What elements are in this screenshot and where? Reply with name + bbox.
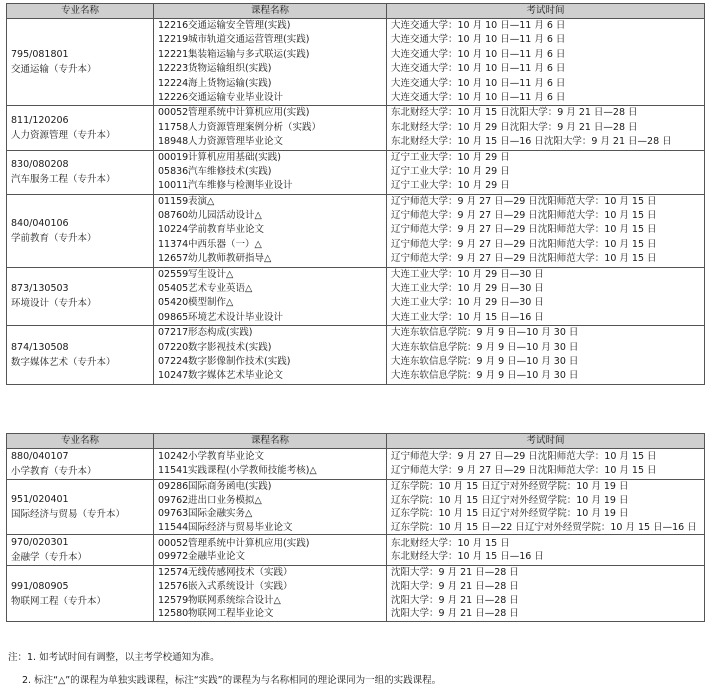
course-cell [154, 326, 387, 385]
course-code: 10247 [158, 370, 189, 382]
major-name: 数字媒体艺术（专升本） [11, 356, 116, 368]
table-row [7, 566, 705, 621]
course-name: 数字影视技术(实践) [188, 341, 272, 353]
major-code: 873/130503 [11, 283, 69, 295]
exam-time: 辽宁师范大学：9 月 27 日—29 日沈阳师范大学：10 月 15 日 [391, 238, 657, 250]
course-code: 00052 [158, 107, 189, 119]
major-name: 人力资源管理（专升本） [11, 129, 116, 141]
course-name: 环境艺术设计毕业设计 [188, 311, 284, 323]
exam-time: 大连交通大学：10 月 10 日—11 月 6 日 [391, 48, 566, 60]
course-line [158, 268, 384, 282]
course-line [158, 311, 384, 325]
major-group [7, 480, 705, 535]
course-cell [154, 19, 387, 106]
table-row [7, 326, 705, 385]
exam-time: 大连交通大学：10 月 10 日—11 月 6 日 [391, 91, 566, 103]
exam-time: 辽宁工业大学：10 月 29 日 [391, 180, 510, 192]
major-code: 840/040106 [11, 217, 69, 229]
major-code: 830/080208 [11, 159, 69, 171]
major-group [7, 267, 705, 326]
exam-time: 大连东软信息学院：9 月 9 日—10 月 30 日 [391, 355, 579, 367]
exam-time-cell [387, 535, 705, 566]
exam-time: 大连交通大学：10 月 10 日—11 月 6 日 [391, 77, 566, 89]
exam-time: 东北财经大学：10 月 15 日沈阳大学：9 月 21 日—28 日 [391, 107, 638, 119]
course-code: 12219 [158, 34, 189, 46]
course-line [158, 48, 384, 62]
exam-time: 辽东学院：10 月 15 日辽宁对外经贸学院：10 月 19 日 [391, 508, 629, 520]
course-code: 00052 [158, 537, 189, 549]
course-code: 05420 [158, 297, 189, 309]
exam-time: 辽东学院：10 月 15 日—22 日辽宁对外经贸学院：10 月 15 日—16 日 [391, 521, 697, 533]
course-code: 12223 [158, 63, 189, 75]
exam-time: 大连交通大学：10 月 10 日—11 月 6 日 [391, 34, 566, 46]
course-name: 数字媒体艺术毕业论文 [188, 370, 284, 382]
note-1: 注：1. 如考试时间有调整，以主考学校通知为准。 [8, 652, 220, 663]
course-line [158, 580, 384, 594]
course-line [158, 195, 384, 209]
course-name: 汽车维修与检测毕业设计 [188, 180, 293, 192]
course-code: 10242 [158, 451, 189, 463]
exam-time: 沈阳大学：9 月 21 日—28 日 [391, 608, 519, 620]
course-name: 金融毕业论文 [188, 551, 246, 563]
major-group [7, 19, 705, 106]
course-code: 10011 [158, 180, 189, 192]
course-line [158, 151, 384, 165]
course-name: 物联网系统综合设计△ [188, 594, 281, 606]
course-line [158, 521, 384, 535]
exam-time: 大连东软信息学院：9 月 9 日—10 月 30 日 [391, 341, 579, 353]
major-code: 880/040107 [11, 451, 69, 462]
course-line [158, 238, 384, 252]
course-name: 计算机应用基础(实践) [188, 151, 281, 163]
major-name: 环境设计（专升本） [11, 298, 97, 310]
course-line [158, 607, 384, 621]
exam-time: 大连东软信息学院：9 月 9 日—10 月 30 日 [391, 327, 579, 339]
course-name: 汽车维修技术(实践) [188, 165, 272, 177]
course-name: 城市轨道交通运营管理(实践) [188, 34, 310, 46]
course-code: 07224 [158, 355, 189, 367]
note-2: 2. 标注“△”的课程为单独实践课程，标注“实践”的课程为与名称相同的理论课同为一组的实践课程。 [22, 675, 442, 686]
major-name: 学前教育（专升本） [11, 232, 97, 244]
course-name: 形态构成(实践) [188, 327, 253, 339]
table-row [7, 480, 705, 535]
course-code: 12579 [158, 594, 189, 606]
exam-time: 辽宁师范大学：9 月 27 日—29 日沈阳师范大学：10 月 15 日 [391, 224, 657, 236]
notes [8, 650, 441, 689]
course-cell [154, 566, 387, 621]
course-name: 进出口业务模拟△ [188, 494, 262, 506]
course-name: 货物运输组织(实践) [188, 63, 272, 75]
course-line [158, 91, 384, 105]
course-cell [154, 449, 387, 480]
course-code: 12226 [158, 91, 189, 103]
header-exam-time: 考试时间 [387, 434, 705, 449]
course-name: 交通运输专业毕业设计 [188, 91, 284, 103]
course-line [158, 355, 384, 369]
course-line [158, 106, 384, 120]
course-line [158, 594, 384, 608]
major-cell [7, 19, 154, 106]
course-line [158, 341, 384, 355]
header-major: 专业名称 [7, 434, 154, 449]
table-row [7, 267, 705, 326]
course-code: 09763 [158, 508, 189, 520]
table-row [7, 19, 705, 106]
exam-time: 辽宁师范大学：9 月 27 日—29 日沈阳师范大学：10 月 15 日 [391, 253, 657, 265]
course-name: 集装箱运输与多式联运(实践) [188, 48, 310, 60]
major-code: 811/120206 [11, 114, 69, 126]
exam-time: 大连工业大学：10 月 15 日—16 日 [391, 311, 544, 323]
course-line [158, 296, 384, 310]
course-line [158, 566, 384, 580]
header-course: 课程名称 [154, 434, 387, 449]
course-line [158, 209, 384, 223]
exam-time-cell [387, 150, 705, 194]
course-line [158, 135, 384, 149]
course-code: 09762 [158, 494, 189, 506]
course-name: 小学教育毕业论文 [188, 451, 265, 463]
major-group [7, 326, 705, 385]
exam-time: 大连交通大学：10 月 10 日—11 月 6 日 [391, 20, 566, 31]
course-code: 18948 [158, 136, 189, 148]
course-line [158, 121, 384, 135]
exam-schedule-table-2 [6, 433, 705, 622]
header-major: 专业名称 [7, 4, 154, 19]
course-code: 07217 [158, 327, 189, 339]
course-line [158, 33, 384, 47]
course-line [158, 507, 384, 521]
exam-time: 沈阳大学：9 月 21 日—28 日 [391, 567, 519, 579]
exam-time: 东北财经大学：10 月 15 日 [391, 537, 510, 549]
course-line [158, 77, 384, 91]
table-row [7, 194, 705, 267]
course-name: 海上货物运输(实践) [188, 77, 272, 89]
course-name: 艺术专业英语△ [188, 283, 253, 295]
exam-time: 辽宁师范大学：9 月 27 日—29 日沈阳师范大学：10 月 15 日 [391, 195, 657, 207]
exam-time-cell [387, 194, 705, 267]
exam-time: 辽宁工业大学：10 月 29 日 [391, 165, 510, 177]
table-row [7, 535, 705, 566]
course-name: 中西乐器（一）△ [188, 238, 262, 250]
course-name: 实践课程(小学教师技能考核)△ [188, 465, 317, 476]
exam-time: 大连交通大学：10 月 10 日—11 月 6 日 [391, 63, 566, 75]
course-line [158, 550, 384, 564]
course-line [158, 62, 384, 76]
course-name: 人力资源管理毕业论文 [188, 136, 284, 148]
course-code: 12657 [158, 253, 189, 265]
course-name: 国际经济与贸易毕业论文 [188, 521, 293, 533]
major-cell [7, 267, 154, 326]
course-line [158, 165, 384, 179]
course-name: 管理系统中计算机应用(实践) [188, 107, 310, 119]
exam-schedule-table-1 [6, 3, 705, 385]
course-code: 12574 [158, 567, 189, 579]
major-group [7, 106, 705, 150]
major-cell [7, 326, 154, 385]
course-name: 管理系统中计算机应用(实践) [188, 537, 310, 549]
course-line [158, 494, 384, 508]
exam-time: 大连东软信息学院：9 月 9 日—10 月 30 日 [391, 370, 579, 382]
course-code: 09286 [158, 481, 189, 492]
exam-time: 辽东学院：10 月 15 日辽宁对外经贸学院：10 月 19 日 [391, 481, 629, 492]
course-cell [154, 150, 387, 194]
major-cell [7, 566, 154, 621]
course-code: 10224 [158, 224, 189, 236]
major-cell [7, 480, 154, 535]
major-group [7, 566, 705, 621]
course-name: 人力资源管理案例分析（实践） [188, 121, 322, 133]
major-cell [7, 106, 154, 150]
major-cell [7, 194, 154, 267]
exam-time-cell [387, 19, 705, 106]
course-name: 模型制作△ [188, 297, 234, 309]
major-cell [7, 535, 154, 566]
header-exam-time: 考试时间 [387, 4, 705, 19]
exam-time-cell [387, 267, 705, 326]
course-code: 05836 [158, 165, 189, 177]
course-code: 00019 [158, 151, 189, 163]
course-name: 嵌入式系统设计（实践） [188, 580, 293, 592]
exam-time: 辽宁师范大学：9 月 27 日—29 日沈阳师范大学：10 月 15 日 [391, 210, 657, 222]
course-name: 幼儿教师教研指导△ [188, 253, 272, 265]
exam-time-cell [387, 106, 705, 150]
major-name: 国际经济与贸易（专升本） [11, 509, 126, 521]
exam-time: 大连工业大学：10 月 29 日—30 日 [391, 283, 544, 295]
course-name: 国际商务函电(实践) [188, 481, 272, 492]
course-line [158, 252, 384, 266]
exam-time: 辽宁师范大学：9 月 27 日—29 日沈阳师范大学：10 月 15 日 [391, 465, 657, 476]
major-code: 991/080905 [11, 580, 69, 592]
exam-time: 东北财经大学：10 月 29 日沈阳大学：9 月 21 日—28 日 [391, 121, 638, 133]
course-cell [154, 106, 387, 150]
course-code: 12224 [158, 77, 189, 89]
exam-time: 大连工业大学：10 月 29 日—30 日 [391, 297, 544, 309]
course-code: 05405 [158, 283, 189, 295]
header-course: 课程名称 [154, 4, 387, 19]
course-code: 09972 [158, 551, 189, 563]
course-code: 11544 [158, 521, 189, 533]
course-code: 08760 [158, 210, 189, 222]
exam-time-cell [387, 480, 705, 535]
major-cell [7, 449, 154, 480]
course-code: 07220 [158, 341, 189, 353]
exam-time: 沈阳大学：9 月 21 日—28 日 [391, 594, 519, 606]
course-line [158, 19, 384, 33]
course-name: 表演△ [188, 195, 215, 207]
table-row [7, 150, 705, 194]
course-code: 09865 [158, 311, 189, 323]
course-line [158, 464, 384, 478]
major-name: 汽车服务工程（专升本） [11, 174, 116, 186]
course-cell [154, 535, 387, 566]
major-cell [7, 150, 154, 194]
exam-time-cell [387, 326, 705, 385]
course-name: 国际金融实务△ [188, 508, 253, 520]
major-code: 874/130508 [11, 341, 69, 353]
major-group [7, 150, 705, 194]
exam-time: 辽宁师范大学：9 月 27 日—29 日沈阳师范大学：10 月 15 日 [391, 451, 657, 463]
course-code: 12216 [158, 20, 189, 31]
major-name: 物联网工程（专升本） [11, 595, 107, 607]
course-code: 02559 [158, 268, 189, 280]
course-code: 11374 [158, 238, 189, 250]
course-code: 11541 [158, 465, 189, 476]
course-name: 学前教育毕业论文 [188, 224, 265, 236]
course-name: 数字影像制作技术(实践) [188, 355, 291, 367]
course-line [158, 326, 384, 340]
course-name: 写生设计△ [188, 268, 234, 280]
course-code: 12221 [158, 48, 189, 60]
course-code: 11758 [158, 121, 189, 133]
major-code: 951/020401 [11, 494, 69, 506]
course-line [158, 282, 384, 296]
major-group [7, 449, 705, 480]
exam-time-cell [387, 566, 705, 621]
exam-time-cell [387, 449, 705, 480]
course-code: 12576 [158, 580, 189, 592]
course-name: 交通运输安全管理(实践) [188, 20, 291, 31]
course-line [158, 223, 384, 237]
exam-time: 东北财经大学：10 月 15 日—16 日 [391, 551, 544, 563]
exam-time: 辽东学院：10 月 15 日辽宁对外经贸学院：10 月 19 日 [391, 494, 629, 506]
major-code: 795/081801 [11, 49, 69, 61]
major-code: 970/020301 [11, 537, 69, 549]
exam-time: 东北财经大学：10 月 15 日—16 日沈阳大学：9 月 21 日—28 日 [391, 136, 672, 148]
course-line [158, 537, 384, 551]
exam-time: 大连工业大学：10 月 29 日—30 日 [391, 268, 544, 280]
major-name: 交通运输（专升本） [11, 64, 97, 76]
course-code: 12580 [158, 608, 189, 620]
course-line [158, 369, 384, 383]
course-name: 物联网工程毕业论文 [188, 608, 274, 620]
course-line [158, 179, 384, 193]
exam-time: 沈阳大学：9 月 21 日—28 日 [391, 580, 519, 592]
table-row [7, 106, 705, 150]
major-group [7, 194, 705, 267]
course-cell [154, 480, 387, 535]
course-cell [154, 267, 387, 326]
course-name: 幼儿园活动设计△ [188, 210, 262, 222]
major-group [7, 535, 705, 566]
major-name: 小学教育（专升本） [11, 466, 97, 477]
course-cell [154, 194, 387, 267]
course-line [158, 450, 384, 464]
course-line [158, 480, 384, 494]
exam-time: 辽宁工业大学：10 月 29 日 [391, 151, 510, 163]
major-name: 金融学（专升本） [11, 552, 88, 564]
table-row [7, 449, 705, 480]
course-code: 01159 [158, 195, 189, 207]
course-name: 无线传感网技术（实践） [188, 567, 293, 579]
